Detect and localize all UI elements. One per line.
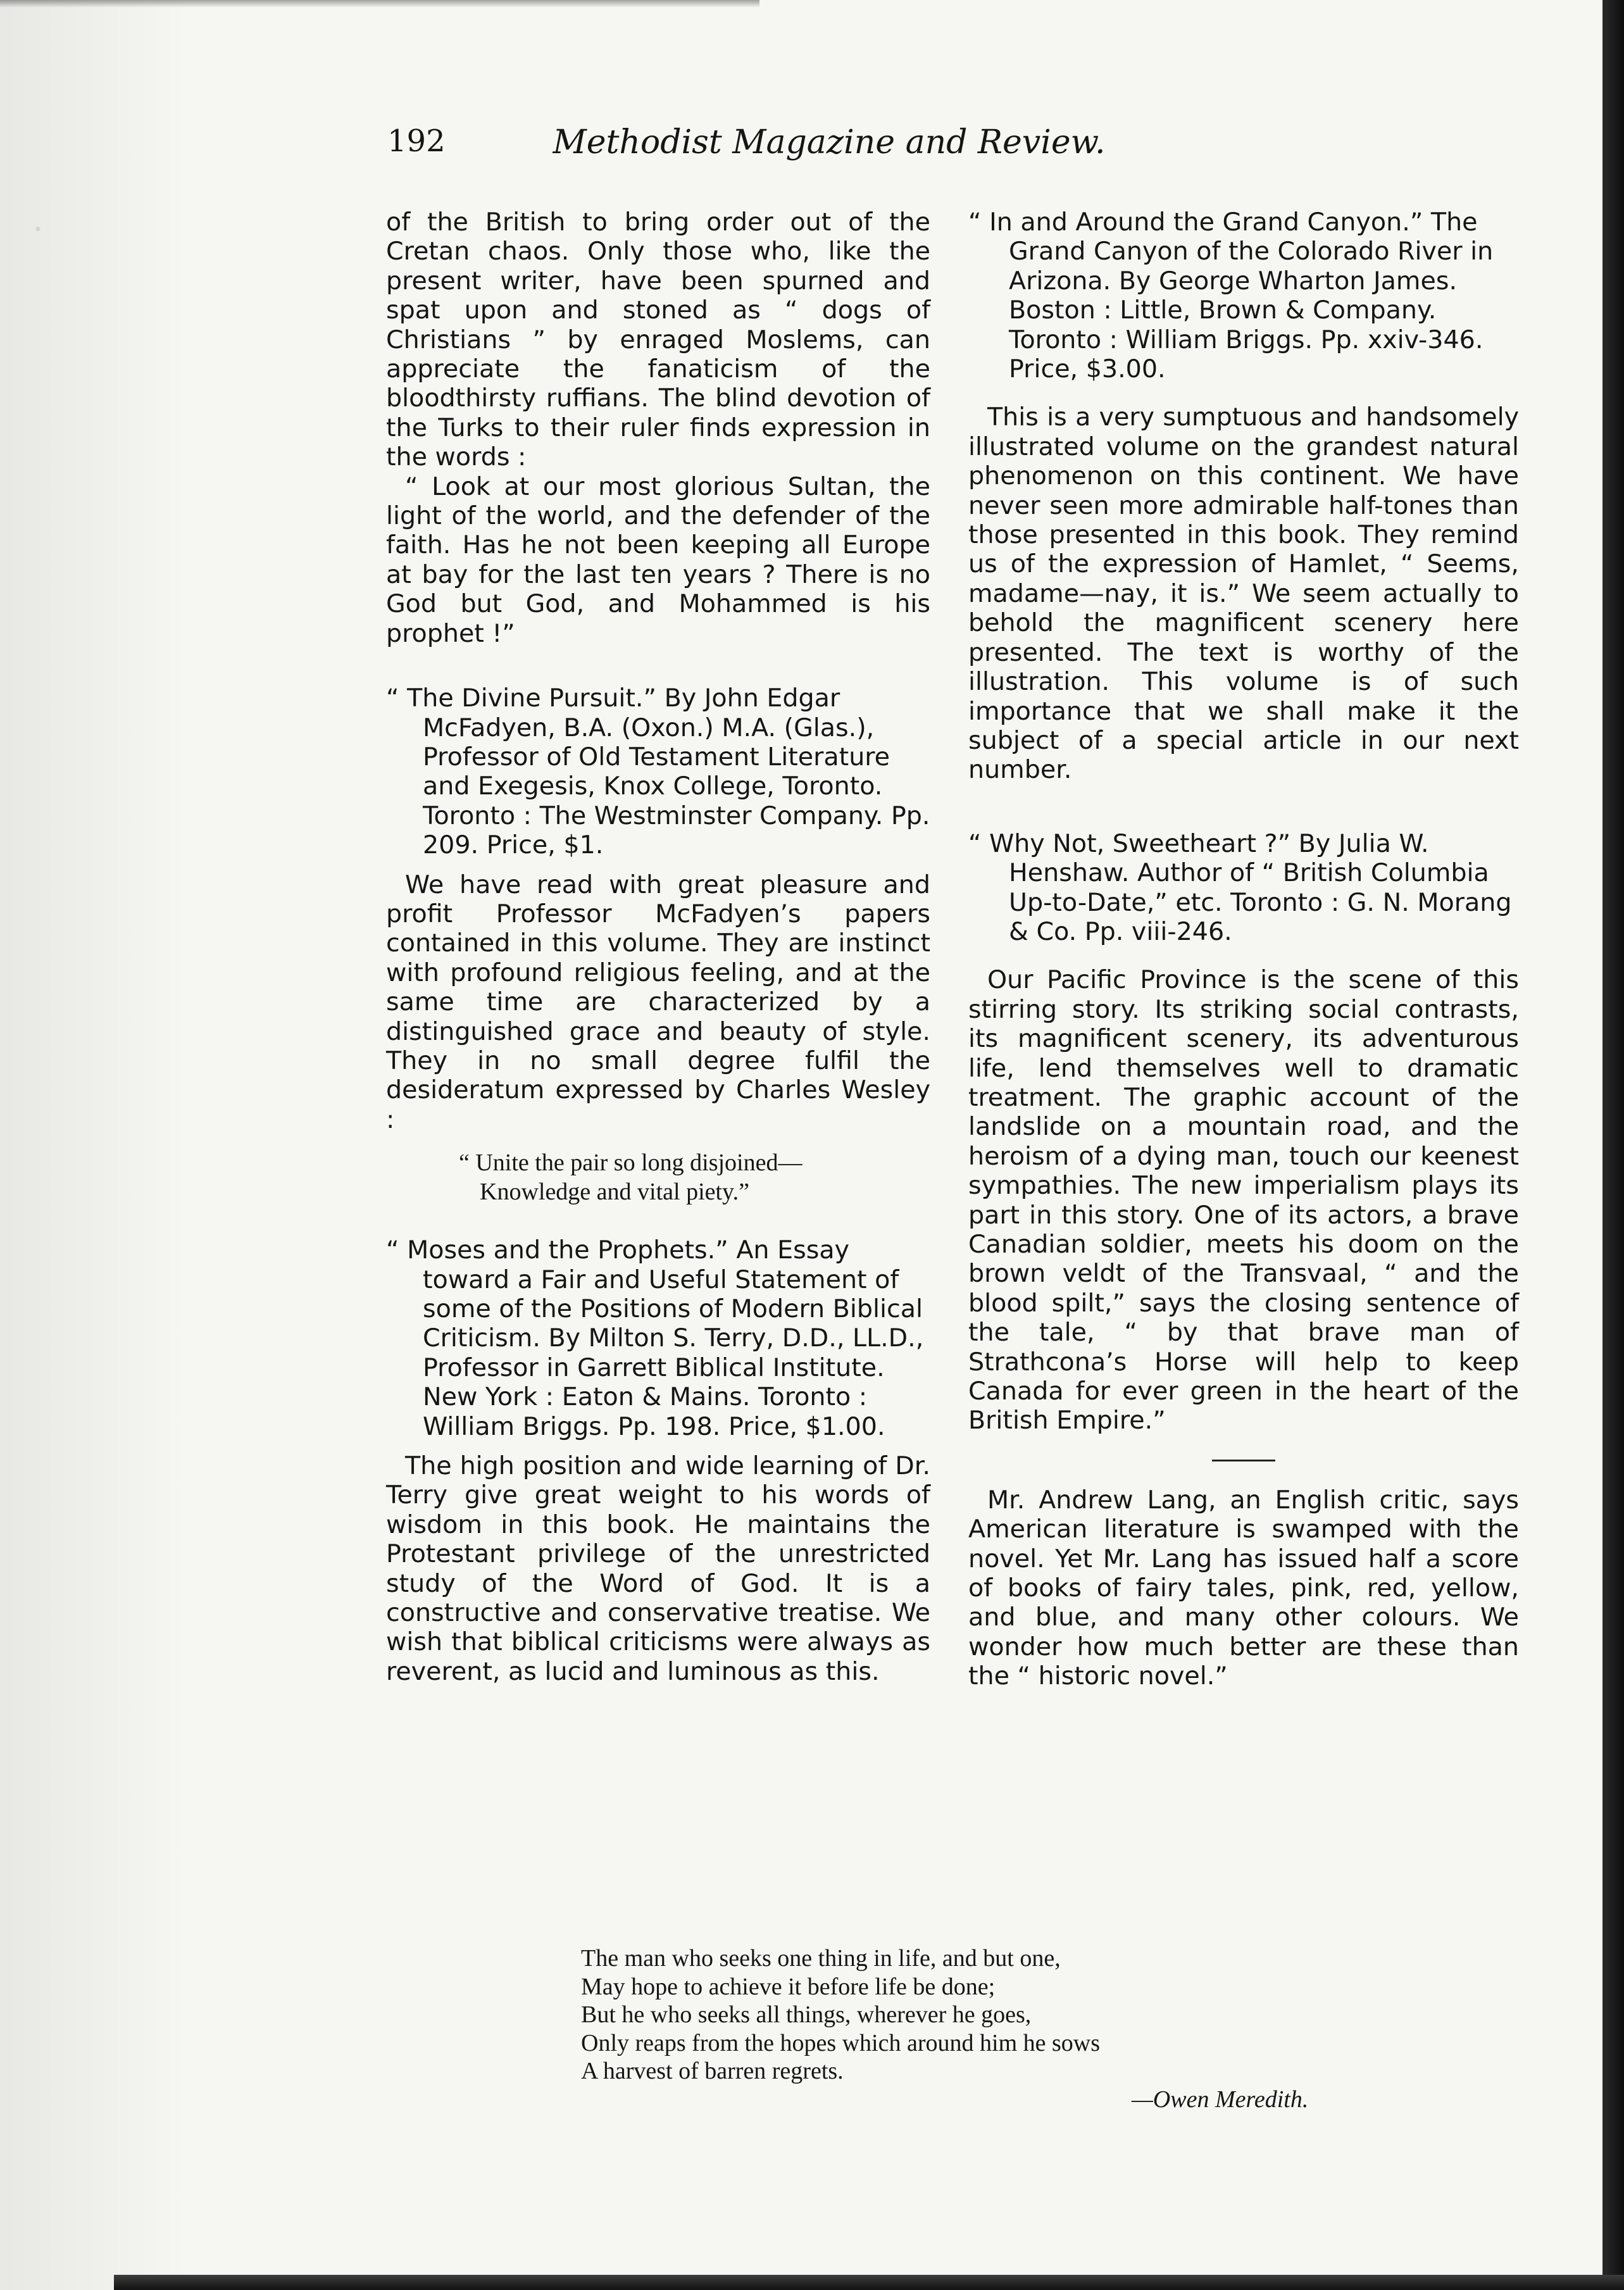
epigraph-line: May hope to achieve it before life be done; — [581, 1973, 996, 2000]
lang-note: Mr. Andrew Lang, an English critic, says American literature is swamped with the novel. Yet Mr. Lang has issued half a score of books of fairy tales, pink, red, yellow, and blue, and many other colours. We wonder how much better are these than the “ historic novel.” — [968, 1485, 1519, 1691]
section-rule — [1212, 1460, 1275, 1461]
right-column — [968, 208, 1519, 1691]
wesley-verse-line-1: “ Unite the pair so long disjoined— — [459, 1149, 803, 1177]
bib-entry-grand-canyon: “ In and Around the Grand Canyon.” The Grand Canyon of the Colorado River in Arizona. By George Wharton James. Boston : Little, Brown & Company. Toronto : William Briggs. Pp. xxiv-346. Price, $3.00. — [968, 208, 1494, 384]
epigraph-line: Only reaps from the hopes which around him he sows — [581, 2029, 1101, 2056]
epigraph-line: But he who seeks all things, wherever he goes, — [581, 2001, 1032, 2029]
page-number: 192 — [387, 123, 446, 159]
closing-epigraph — [581, 1944, 1404, 2114]
running-title: Methodist Magazine and Review. — [553, 123, 1106, 161]
review-moses-prophets: The high position and wide learning of Dr. Terry give great weight to his words of wisdom in this book. He maintains the Protestant privilege of the unrestricted study of the Word of God. It is a constructive and conservative treatise. We wish that biblical criticisms were always as reverent, as lucid and luminous as this. — [386, 1451, 930, 1686]
bib-entry-moses-prophets: “ Moses and the Prophets.” An Essay toward a Fair and Useful Statement of some of the Positions of Modern Biblical Criticism. By Milton S. Terry, D.D., LL.D., Professor in Garrett Biblical Institute. New York : Eaton & Mains. Toronto : William Briggs. Pp. 198. Price, $1.00. — [386, 1236, 924, 1441]
bib-entry-divine-pursuit: “ The Divine Pursuit.” By John Edgar McFadyen, B.A. (Oxon.) M.A. (Glas.), Professor of Old Testament Literature and Exegesis, Knox College, Toronto. Toronto : The Westminster Company. Pp. 209. Price, $1. — [386, 684, 930, 860]
sultan-quote: “ Look at our most glorious Sultan, the light of the world, and the defender of the faith. Has he not been keeping all Europe at bay for the last ten years ? There is no God but God, and Mohammed is his prophet !” — [386, 472, 930, 648]
left-column — [386, 208, 930, 1686]
intro-paragraph: of the British to bring order out of the Cretan chaos. Only those who, like the present writer, have been spurned and spat upon and stoned as “ dogs of Christians ” by enraged Moslems, can appreciate the fanaticism of the bloodthirsty ruffians. The blind devotion of the Turks to their ruler finds expression in the words : — [386, 208, 930, 472]
scan-edge-bottom — [114, 2275, 1624, 2290]
review-divine-pursuit: We have read with great pleasure and profit Professor McFadyen’s papers contained in this volume. They are instinct with profound religious feeling, and at the same time are characterized by a distinguished grace and beauty of style. They in no small degree fulfil the desideratum expressed by Charles Wesley : — [386, 870, 930, 1134]
scan-edge-right — [1602, 0, 1624, 2290]
review-why-not-sweetheart: Our Pacific Province is the scene of this stirring story. Its striking social contrasts, its magnificent scenery, its adventurous life, lend themselves well to dramatic treatment. The graphic account of the landslide on a mountain road, and the heroism of a dying man, touch our keenest sympathies. The new imperialism plays its part in this story. One of its actors, a brave Canadian soldier, meets his doom on the brown veldt of the Transvaal, “ and the blood spilt,” says the closing sentence of the tale, “ by that brave man of Strathcona’s Horse will help to keep Canada for ever green in the heart of the British Empire.” — [968, 965, 1519, 1436]
epigraph-line: The man who seeks one thing in life, and but one, — [581, 1945, 1061, 1972]
epigraph-attribution: —Owen Meredith. — [1132, 2086, 1309, 2113]
epigraph-line: A harvest of barren regrets. — [581, 2058, 844, 2085]
review-grand-canyon: This is a very sumptuous and handsomely illustrated volume on the grandest natural phenomenon on this continent. We have never seen more admirable half-tones than those presented in this book. They remind us of the expression of Hamlet, “ Seems, madame—nay, it is.” We seem actually to behold the magnificent scenery here presented. The text is worthy of the illustration. This volume is of such importance that we shall make it the subject of a special article in our next number. — [968, 403, 1519, 785]
wesley-verse-line-2: Knowledge and vital piety.” — [480, 1179, 749, 1206]
page-header — [380, 123, 1278, 174]
scan-edge-left — [0, 0, 190, 2290]
bib-entry-why-not-sweetheart: “ Why Not, Sweetheart ?” By Julia W. Henshaw. Author of “ British Columbia Up-to-Date,” etc. Toronto : G. N. Morang & Co. Pp. viii-246. — [968, 829, 1512, 946]
